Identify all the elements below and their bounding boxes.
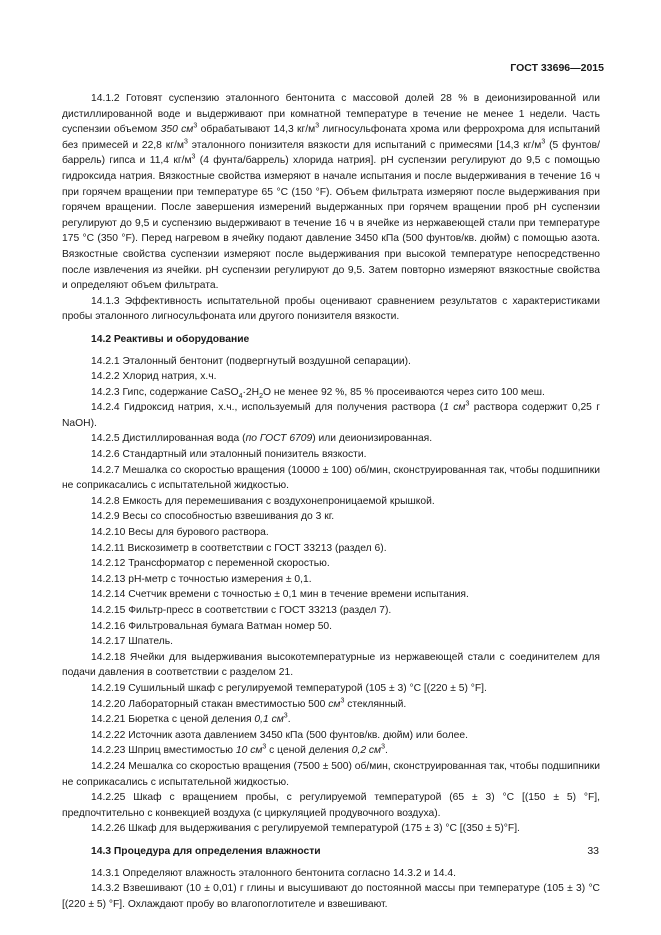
item-14-2-12: 14.2.12 Трансформатор с переменной скоростью. xyxy=(91,558,330,570)
paragraph-14-1-2: 14.1.2 Готовят суспензию эталонного бентонита с массовой долей 28 % в деионизированной или дистиллированной воде и выдерживают при комнатной температуре в течение не менее 1 недели. Часть суспензии объемом 350 $см^3$ обрабатывают 14,3 $кг/м^3$ лигносульфоната хрома или феррохрома для испытаний без примесей и 22,8 $кг/м^3$ эталонного понизителя вязкости для испытаний с примесями [14,3 $кг/м^3$ (5 фунтов/баррель) гипса и 11,4 $кг/м^3$ (4 фунта/баррель) хлорида натрия]. pH суспензии регулируют до 9,5 с помощью гидроксида натрия. Вязкостные свойства измеряют в начале испытания и после выдерживания в течение 16 ч при горячем вращении при температуре 65 °С (150 °F). Объем фильтрата измеряют после выдерживания при горячем вращении. После завершения измерений выдержанных при горячем вращении проб pH суспензии регулируют до 9,5 и суспензию выдерживают в течение 16 ч в ячейке из нержавеющей стали при температуре 175 °С (350 °F). Перед нагревом в ячейку подают давление 3450 кПа (500 фунтов/кв. дюйм) с помощью азота. Вязкостные свойства суспензии измеряют после выдерживания при высокой температуре непосредственно после извлечения из ячейки. pH суспензии регулируют до 9,5. Затем повторно измеряют вязкостные свойства и определяют объем фильтрата. xyxy=(62,93,600,292)
item-14-2-9: 14.2.9 Весы со способностью взвешивания до 3 кг. xyxy=(91,511,335,523)
item-14-2-7: 14.2.7 Мешалка со скоростью вращения (10000 ± 100) об/мин, сконструированная так, чтобы подшипники не соприкасались с испытательной жидкостью. xyxy=(62,464,600,492)
item-14-2-26: 14.2.26 Шкаф для выдерживания с регулируемой температурой (175 ± 3) °С [(350 ± 5)°F]. xyxy=(91,823,520,835)
item-14-3-2: 14.3.2 Взвешивают (10 ± 0,01) г глины и высушивают до постоянной массы при температуре (105 ± 3) °С [(220 ± 5) °F]. Охлаждают пробу во влагопоглотителе и взвешивают. xyxy=(62,883,600,910)
item-14-2-13: 14.2.13 pH-метр с точностью измерения ± 0,1. xyxy=(91,573,312,585)
item-14-2-15: 14.2.15 Фильтр-пресс в соответствии с ГОСТ 33213 (раздел 7). xyxy=(91,605,392,616)
item-14-2-10: 14.2.10 Весы для бурового раствора. xyxy=(91,527,269,539)
item-14-2-11: 14.2.11 Вискозиметр в соответствии с ГОСТ 33213 (раздел 6). xyxy=(91,542,387,554)
item-14-2-16: 14.2.16 Фильтровальная бумага Ватман номер 50. xyxy=(91,620,333,632)
item-14-2-19: 14.2.19 Сушильный шкаф с регулируемой температурой (105 ± 3) °С [(220 ± 5) °F]. xyxy=(91,682,487,694)
item-14-2-24: 14.2.24 Мешалка со скоростью вращения (7500 ± 500) об/мин, сконструированная так, чтобы подшипники не соприкасались с испытательной жидкостью. xyxy=(62,760,600,788)
item-14-2-18: 14.2.18 Ячейки для выдерживания высокотемпературные из нержавеющей стали с соединителем для подачи давления в соответствии с разделом 21. xyxy=(62,651,600,679)
item-14-2-25: 14.2.25 Шкаф с вращением пробы, с регулируемой температурой (65 ± 3) °С [(150 ± 5) °F], предпочтительно с конвекцией воздуха (с циркуляцией продувочного воздуха). xyxy=(62,792,600,819)
item-14-2-3: 14.2.3 Гипс, содержание $CaSO_4\cdot 2H_2O$ не менее 92 %, 85 % просеиваются через сито 100 меш. xyxy=(91,386,545,400)
document-standard-header: ГОСТ 33696—2015 xyxy=(510,62,604,74)
section-heading-14-2: 14.2 Реактивы и оборудование xyxy=(91,333,250,345)
page-number: 33 xyxy=(587,845,599,857)
paragraph-14-1-3: 14.1.3 Эффективность испытательной пробы оценивают сравнением результатов с характеристиками пробы эталонного лигносульфоната или другого понизителя вязкости. xyxy=(62,295,600,323)
item-14-2-20: 14.2.20 Лабораторный стакан вместимостью 500 $см^3$ стеклянный. xyxy=(91,697,407,710)
page-body xyxy=(62,91,600,912)
item-14-2-4: 14.2.4 Гидроксид натрия, х.ч., используемый для получения раствора (1 $см^3$ раствора содержит 0,25 г NaOH). xyxy=(62,400,600,429)
item-14-2-5: 14.2.5 Дистиллированная вода (по ГОСТ 6709) или деионизированная. xyxy=(91,433,433,445)
section-heading-14-3: 14.3 Процедура для определения влажности xyxy=(91,845,321,857)
item-14-2-8: 14.2.8 Емкость для перемешивания с воздухонепроницаемой крышкой. xyxy=(91,495,435,507)
item-14-2-14: 14.2.14 Счетчик времени с точностью ± 0,1 мин в течение времени испытания. xyxy=(91,589,469,601)
item-14-2-21: 14.2.21 Бюретка с ценой деления 0,1 $см^3$. xyxy=(91,712,291,726)
item-14-3-1: 14.3.1 Определяют влажность эталонного бентонита согласно 14.3.2 и 14.4. xyxy=(91,867,456,879)
item-14-2-22: 14.2.22 Источник азота давлением 3450 кПа (500 фунтов/кв. дюйм) или более. xyxy=(91,729,468,741)
item-14-2-6: 14.2.6 Стандартный или эталонный понизитель вязкости. xyxy=(91,449,367,461)
item-14-2-1: 14.2.1 Эталонный бентонит (подвергнутый воздушной сепарации). xyxy=(91,355,411,367)
item-14-2-17: 14.2.17 Шпатель. xyxy=(91,636,173,648)
item-14-2-2: 14.2.2 Хлорид натрия, х.ч. xyxy=(91,371,217,383)
item-14-2-23: 14.2.23 Шприц вместимостью 10 $см^3$ с ценой деления 0,2 $см^3$. xyxy=(91,743,388,757)
